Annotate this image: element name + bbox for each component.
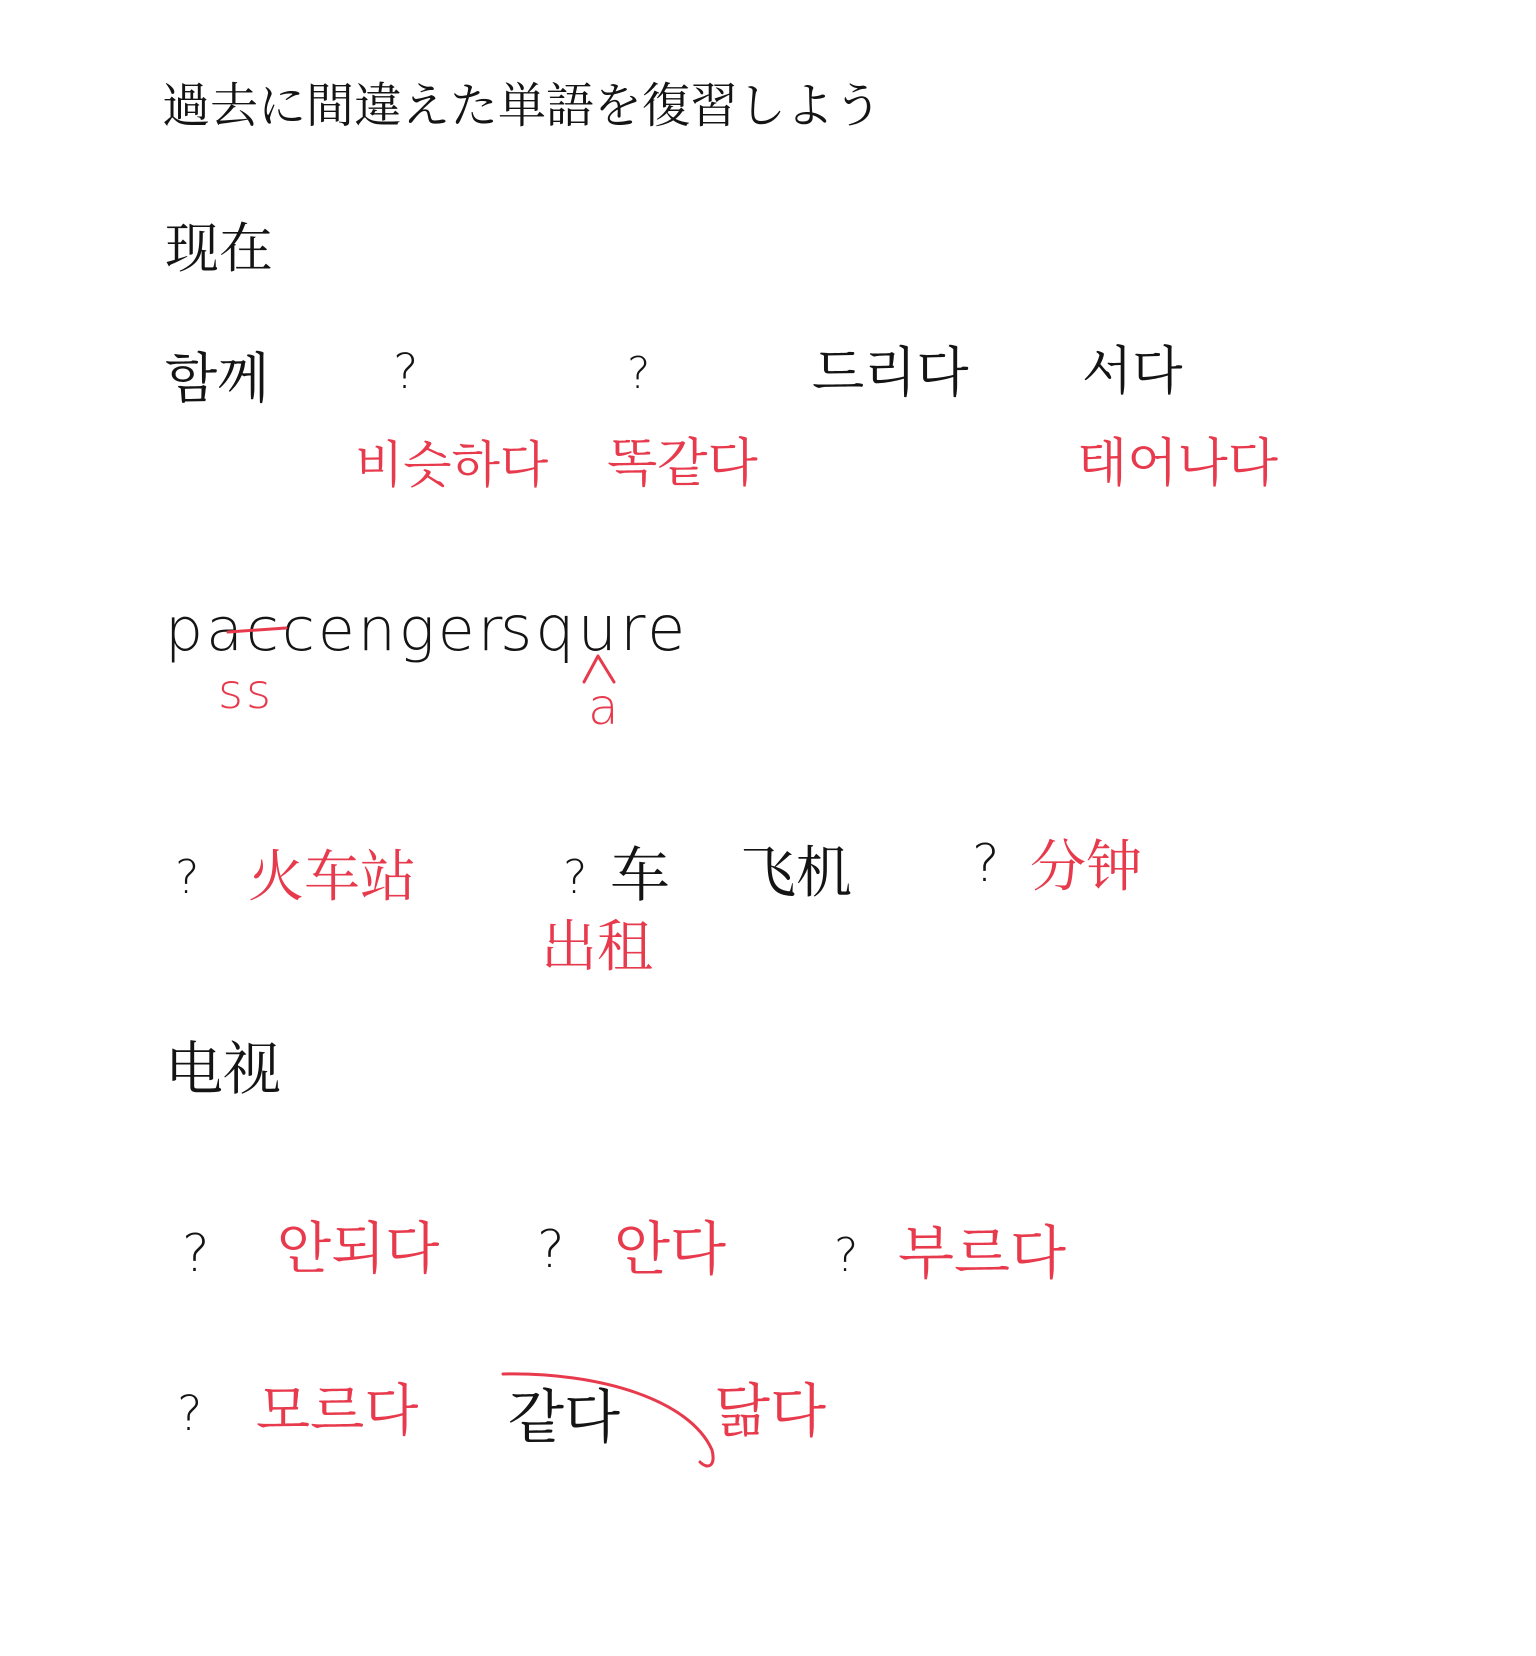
correction-bureuda: 부르다 [898, 1219, 1067, 1287]
correction-ttokgatda: 똑같다 [607, 434, 758, 494]
word-squre: squre [500, 592, 689, 665]
word-che: 车 [610, 841, 670, 911]
correction-moreuda: 모르다 [256, 1379, 419, 1444]
word-seoda: 서다 [1082, 342, 1183, 402]
word-feiji: 飞机 [740, 841, 852, 906]
question-mark: ? [393, 344, 419, 400]
question-mark: ? [177, 1386, 203, 1442]
question-mark: ? [834, 1228, 859, 1282]
correction-bisuthada: 비슷하다 [355, 436, 549, 494]
section-heading-now: 现在 [165, 217, 273, 280]
word-paccenger: paccenger [165, 595, 506, 665]
correction-ss: ss [218, 664, 275, 720]
correction-chuzu: 出租 [541, 915, 653, 980]
correction-fenzhong: 分钟 [1030, 835, 1142, 900]
question-mark: ? [182, 1224, 210, 1284]
question-mark: ? [175, 850, 200, 904]
word-hamkke: 함께 [165, 347, 270, 410]
correction-anda: 안다 [614, 1215, 727, 1283]
insert-letter-a: a [588, 678, 622, 736]
page-title: 過去に間違えた単語を復習しよう [162, 78, 883, 134]
correction-huochezhan: 火车站 [248, 845, 416, 910]
correction-taeeonada: 태어나다 [1077, 434, 1278, 494]
question-mark: ? [537, 1220, 565, 1280]
question-mark: ? [563, 850, 588, 904]
question-mark: ? [627, 348, 651, 399]
correction-damda: 닮다 [714, 1377, 827, 1445]
correction-andoeda: 안되다 [277, 1217, 440, 1282]
word-gatda: 같다 [508, 1383, 621, 1451]
word-deurida: 드리다 [812, 341, 969, 404]
section-heading-tv: 电视 [165, 1035, 282, 1103]
question-mark: ? [972, 834, 1000, 894]
